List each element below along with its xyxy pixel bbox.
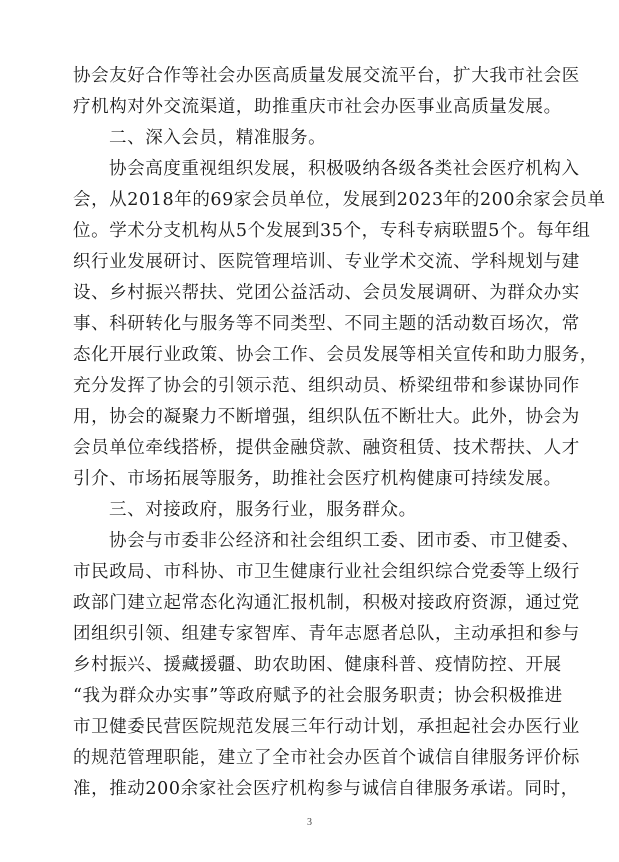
text-line: 事、科研转化与服务等不同类型、不同主题的活动数百场次，常 bbox=[73, 314, 580, 334]
text-line: 协会高度重视组织发展，积极吸纳各级各类社会医疗机构入 bbox=[109, 159, 580, 179]
text-line: 织行业发展研讨、医院管理培训、专业学术交流、学科规划与建 bbox=[73, 252, 580, 272]
section-heading: 三、对接政府，服务行业，服务群众。 bbox=[109, 500, 417, 520]
text-line: 团组织引领、组建专家智库、青年志愿者总队，主动承担和参与 bbox=[73, 624, 580, 644]
text-line: 市民政局、市科协、市卫生健康行业社会组织综合党委等上级行 bbox=[73, 562, 580, 582]
text-line: 的规范管理职能，建立了全市社会办医首个诚信自律服务评价标 bbox=[73, 748, 580, 768]
text-line: 态化开展行业政策、协会工作、会员发展等相关宣传和助力服务， bbox=[73, 345, 598, 365]
text-line: 协会与市委非公经济和社会组织工委、团市委、市卫健委、 bbox=[109, 531, 580, 551]
text-line: 乡村振兴、援藏援疆、助农助困、健康科普、疫情防控、开展 bbox=[73, 655, 562, 675]
text-line: 准，推动200余家社会医疗机构参与诚信自律服务承诺。同时， bbox=[73, 779, 579, 799]
text-line: “我为群众办实事”等政府赋予的社会服务职责；协会积极推进 bbox=[73, 686, 563, 706]
text-line: 引介、市场拓展等服务，助推社会医疗机构健康可持续发展。 bbox=[73, 469, 562, 489]
text-line: 位。学术分支机构从5个发展到35个，专科专病联盟5个。每年组 bbox=[73, 221, 591, 241]
text-line: 协会友好合作等社会办医高质量发展交流平台，扩大我市社会医 bbox=[73, 66, 580, 86]
text-line: 充分发挥了协会的引领示范、组织动员、桥梁纽带和参谋协同作 bbox=[73, 376, 580, 396]
text-line: 设、乡村振兴帮扶、党团公益活动、会员发展调研、为群众办实 bbox=[73, 283, 580, 303]
text-line: 疗机构对外交流渠道，助推重庆市社会办医事业高质量发展。 bbox=[73, 97, 562, 117]
text-line: 用，协会的凝聚力不断增强，组织队伍不断壮大。此外，协会为 bbox=[73, 407, 580, 427]
text-line: 会，从2018年的69家会员单位，发展到2023年的200余家会员单 bbox=[73, 190, 606, 210]
text-line: 市卫健委民营医院规范发展三年行动计划，承担起社会办医行业 bbox=[73, 717, 580, 737]
page-number: 3 bbox=[307, 817, 312, 828]
text-line: 政部门建立起常态化沟通汇报机制，积极对接政府资源，通过党 bbox=[73, 593, 580, 613]
section-heading: 二、深入会员，精准服务。 bbox=[109, 128, 327, 148]
text-line: 会员单位牵线搭桥，提供金融贷款、融资租赁、技术帮扶、人才 bbox=[73, 438, 580, 458]
